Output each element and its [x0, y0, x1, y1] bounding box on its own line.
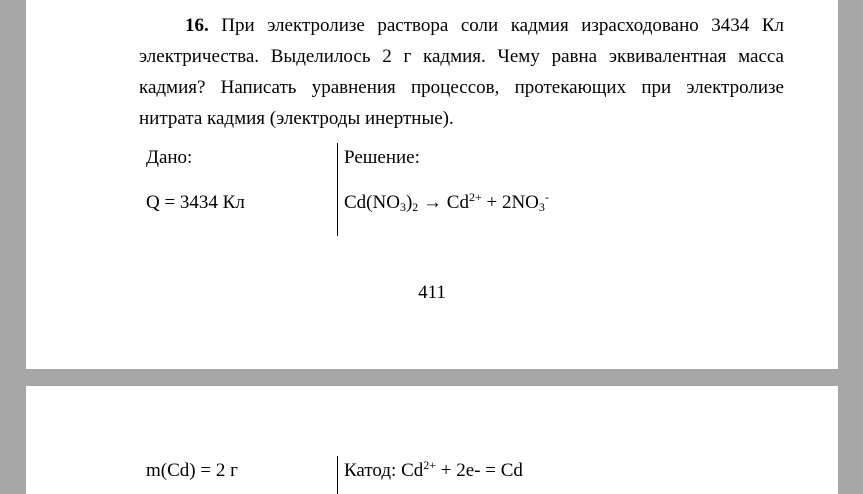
problem-statement	[139, 10, 784, 134]
page-number: 411	[418, 282, 446, 303]
given-mass: m(Cd) = 2 г	[146, 460, 238, 481]
problem-number: 16.	[185, 15, 209, 36]
cathode-equation: Катод: $Cd^{2+} + 2e- = Cd$	[344, 458, 523, 481]
given-charge: Q = 3434 Кл	[146, 192, 245, 213]
problem-text: При электролизе раствора соли кадмия израсходовано 3434 Кл электричества. Выделилось 2 г кадмия. Чему равна эквивалентная масса кадмия? Написать уравнения процессов, протекающих при электролизе нитрата кадмия (электроды инертные).	[139, 15, 784, 129]
solution-header: Решение:	[344, 147, 420, 168]
document-page-2	[26, 386, 838, 494]
column-divider-continued	[337, 456, 338, 494]
dissociation-equation: $Cd(NO_3)_2 \to Cd^{2+} + 2NO_3^-$	[344, 190, 549, 214]
document-page-1	[26, 0, 838, 369]
given-header: Дано:	[146, 147, 193, 168]
column-divider	[337, 143, 338, 236]
